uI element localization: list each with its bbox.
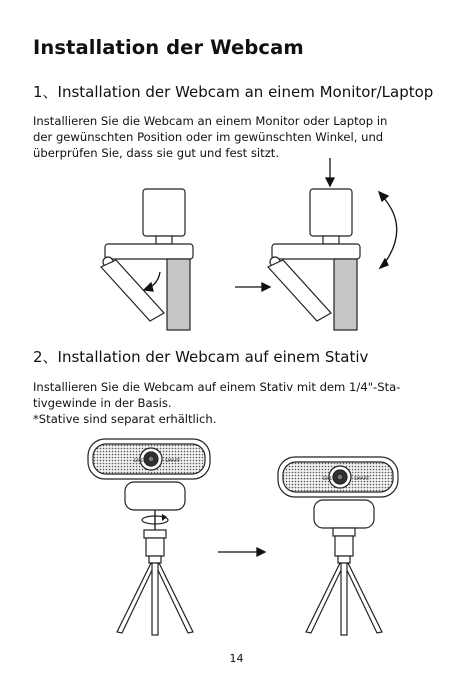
webcam-label-left: SMART xyxy=(165,459,181,464)
page-number: 14 xyxy=(229,652,244,665)
section-2-heading: 2、Installation der Webcam auf einem Stativ xyxy=(33,348,369,366)
webcam-logo-right: EMEET xyxy=(323,477,339,482)
page-title: Installation der Webcam xyxy=(33,36,304,59)
paragraph-line: tivgewinde in der Basis. xyxy=(33,396,172,410)
paragraph-line: Installieren Sie die Webcam an einem Monitor oder Laptop in xyxy=(33,114,388,128)
webcam-logo-left: EMEET xyxy=(134,459,150,464)
webcam-label-right: SMART xyxy=(354,477,370,482)
paragraph-line: überprüfen Sie, dass sie gut und fest sitzt. xyxy=(33,146,280,160)
paragraph-line: der gewünschten Position oder im gewünschten Winkel, und xyxy=(33,130,384,144)
paragraph-line: *Stative sind separat erhältlich. xyxy=(33,412,217,426)
section-1-heading: 1、Installation der Webcam an einem Monitor/Laptop xyxy=(33,83,434,101)
paragraph-line: Installieren Sie die Webcam auf einem Stativ mit dem 1/4"-Sta- xyxy=(33,380,401,394)
